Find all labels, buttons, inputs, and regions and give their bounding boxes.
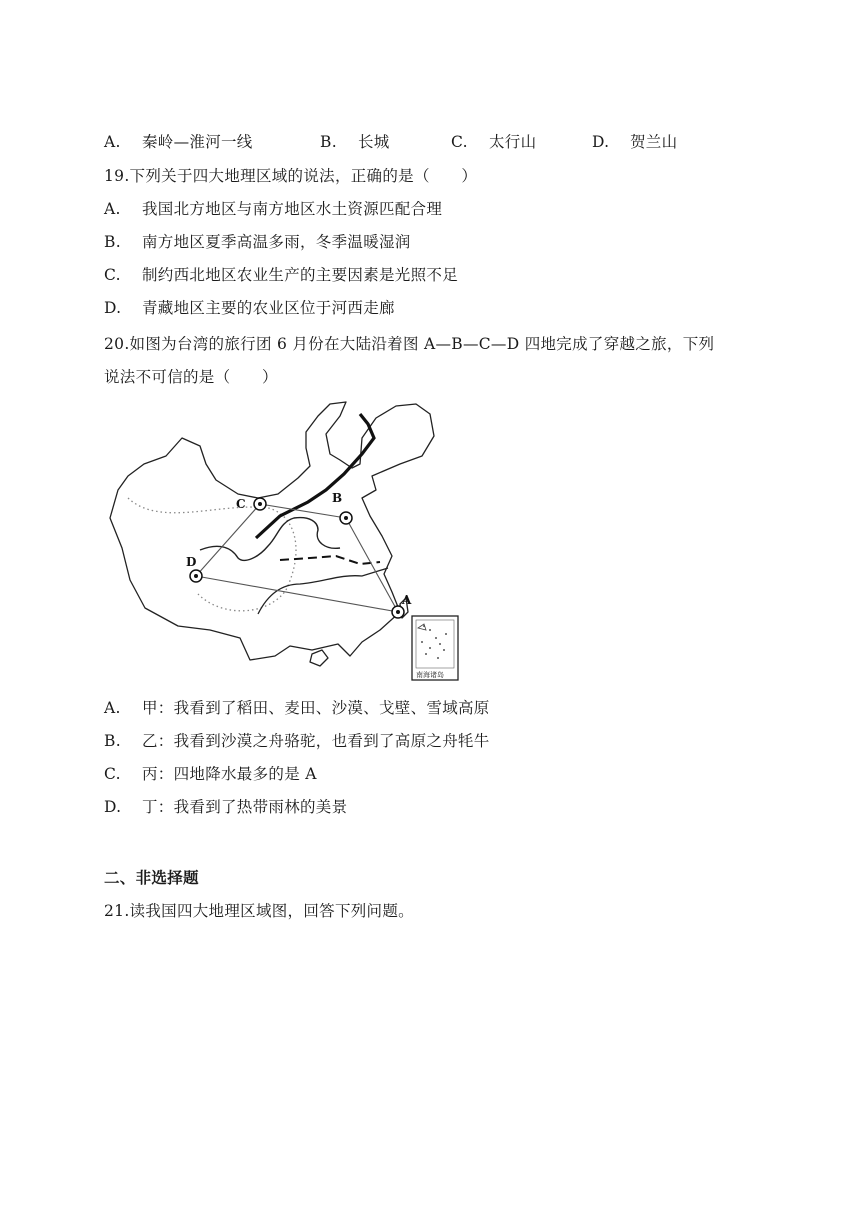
great-wall-line (256, 414, 374, 538)
q18-option-d: D. 贺兰山 (592, 133, 678, 151)
q20-option-a: A. 甲：我看到了稻田、麦田、沙漠、戈壁、雪域高原 (104, 699, 490, 717)
point-c-marker (254, 498, 266, 510)
qinling-huaihe-line (280, 556, 380, 564)
q20-option-c: C. 丙：四地降水最多的是 A (104, 765, 317, 783)
q18-option-a: A. 秦岭—淮河一线 (104, 133, 253, 151)
q20-option-d: D. 丁：我看到了热带雨林的美景 (104, 798, 348, 816)
q19-stem: 19.下列关于四大地理区域的说法，正确的是（ ） (104, 167, 478, 185)
hainan-island (310, 650, 328, 666)
q19-option-a: A. 我国北方地区与南方地区水土资源匹配合理 (104, 200, 443, 218)
q19-option-b: B. 南方地区夏季高温多雨，冬季温暖湿润 (104, 233, 411, 251)
inset-label: 南海诸岛 (416, 671, 444, 679)
q18-option-b: B. 长城 (320, 133, 390, 151)
q20-stem-line1: 20.如图为台湾的旅行团 6 月份在大陆沿着图 A—B—C—D 四地完成了穿越之旅，下列 (104, 335, 715, 353)
q20-stem-line2: 说法不可信的是（ ） (104, 368, 278, 386)
section2-title: 二、非选择题 (104, 869, 199, 887)
q20-option-b: B. 乙：我看到沙漠之舟骆驼，也看到了高原之舟牦牛 (104, 732, 490, 750)
point-b-label: B (332, 491, 343, 505)
china-map-figure (100, 398, 464, 688)
point-d-marker (190, 570, 202, 582)
china-outline (110, 402, 434, 660)
point-c-label: C (236, 497, 246, 511)
point-a-marker (392, 606, 404, 618)
point-b-marker (340, 512, 352, 524)
south-china-sea-inset (412, 616, 458, 680)
q19-option-c: C. 制约西北地区农业生产的主要因素是光照不足 (104, 266, 459, 284)
q19-option-d: D. 青藏地区主要的农业区位于河西走廊 (104, 299, 395, 317)
q18-option-c: C. 太行山 (451, 133, 537, 151)
qinghai-tibet-boundary (128, 498, 296, 611)
route-d-a (196, 576, 398, 612)
q21-stem: 21.读我国四大地理区域图，回答下列问题。 (104, 902, 414, 920)
route-c-d (196, 504, 260, 576)
route-a-b (346, 518, 398, 612)
point-d-label: D (186, 555, 197, 569)
point-a-label: A (402, 593, 412, 607)
